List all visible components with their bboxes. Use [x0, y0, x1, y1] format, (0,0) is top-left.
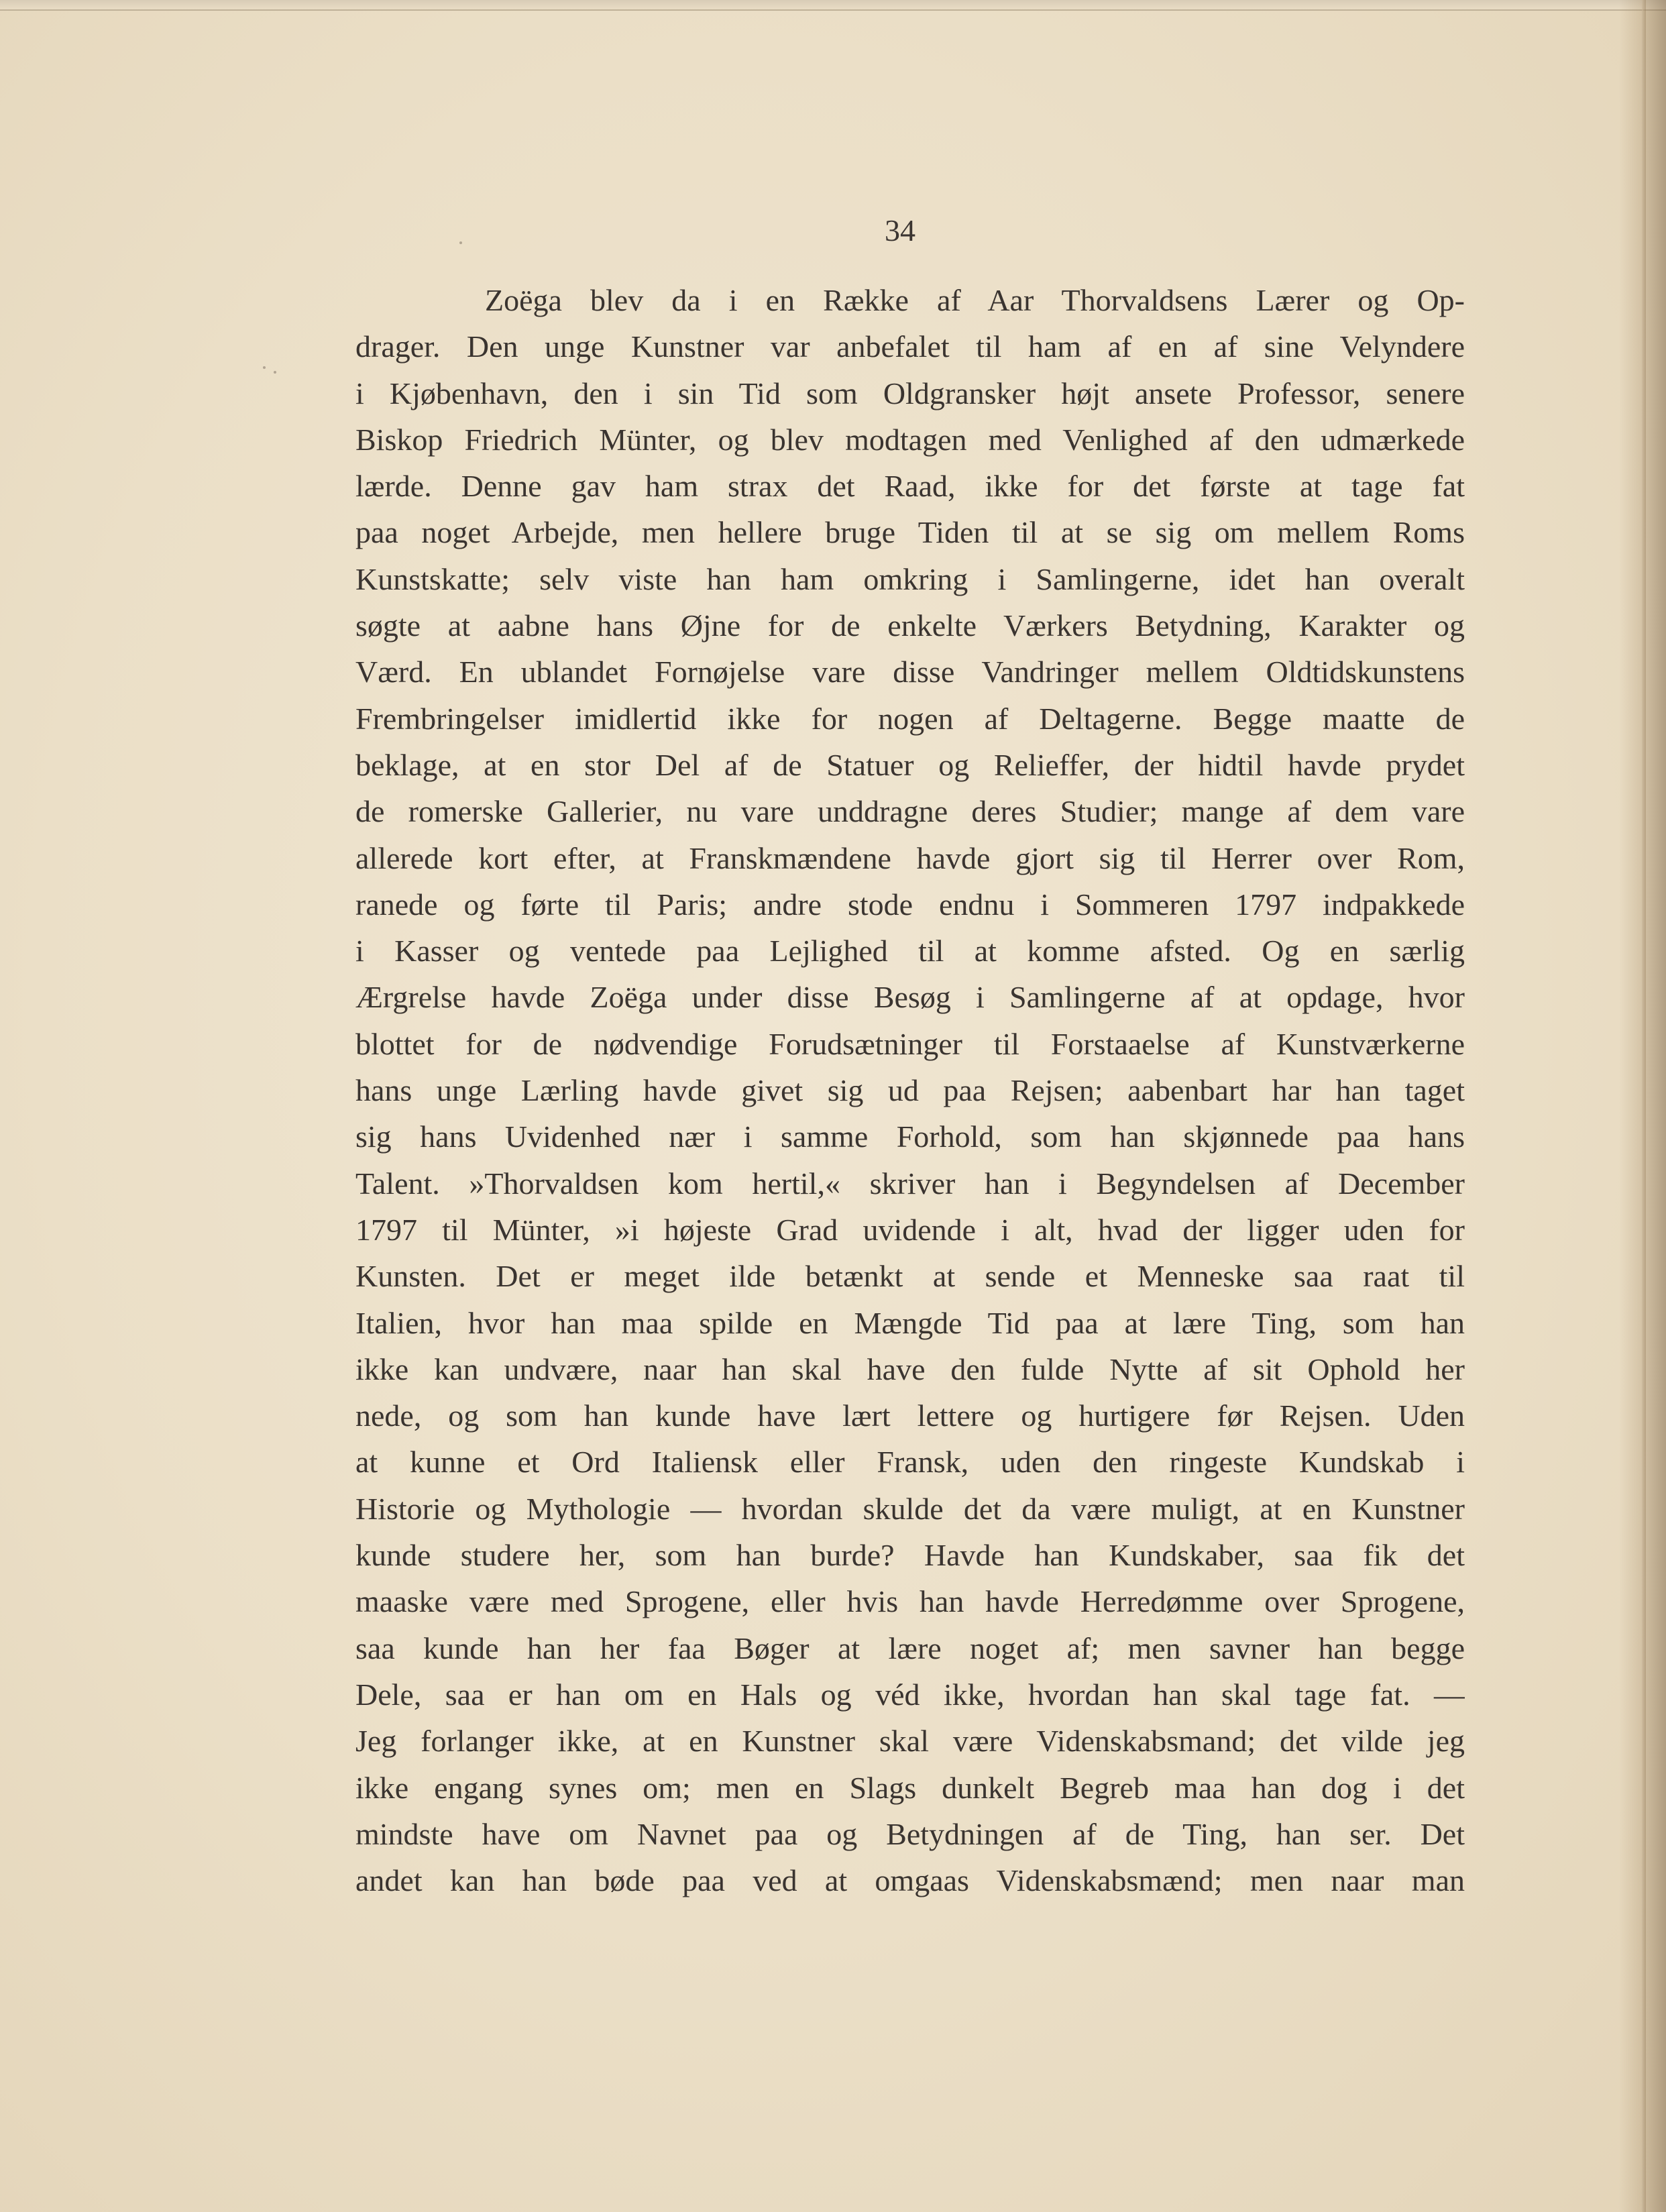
right-page-edge-shadow [1619, 0, 1666, 2212]
text-line: drager. Den unge Kunstner var anbefalet til ham af en af sine Velyndere [355, 329, 1465, 364]
paper-speck [274, 371, 276, 374]
text-line: kunde studere her, som han burde? Havde han Kundskaber, saa fik det [355, 1538, 1465, 1573]
text-line: ikke engang synes om; men en Slags dunkelt Begreb maa han dog i det [355, 1770, 1465, 1805]
text-line: hans unge Lærling havde givet sig ud paa Rejsen; aabenbart har han taget [355, 1073, 1465, 1108]
text-line: paa noget Arbejde, men hellere bruge Tiden til at se sig om mellem Roms [355, 515, 1465, 550]
text-line: beklage, at en stor Del af de Statuer og Relieffer, der hidtil havde prydet [355, 747, 1465, 782]
text-line: i Kjøbenhavn, den i sin Tid som Oldgransker højt ansete Professor, senere [355, 376, 1465, 410]
text-line: andet kan han bøde paa ved at omgaas Videnskabsmænd; men naar man [355, 1863, 1465, 1898]
text-line: Jeg forlanger ikke, at en Kunstner skal være Videnskabsmand; det vilde jeg [355, 1724, 1465, 1759]
text-line: blottet for de nødvendige Forudsætninger til Forstaaelse af Kunstværkerne [355, 1026, 1465, 1061]
text-line: saa kunde han her faa Bøger at lære noget af; men savner han begge [355, 1630, 1465, 1665]
paper-speck [459, 241, 462, 244]
text-line: Biskop Friedrich Münter, og blev modtagen med Venlighed af den udmærkede [355, 422, 1465, 457]
text-line: ranede og førte til Paris; andre stode endnu i Sommeren 1797 indpakkede [355, 887, 1465, 922]
text-line: Kunstskatte; selv viste han ham omkring i Samlingerne, idet han overalt [355, 561, 1465, 596]
text-line: Ærgrelse havde Zoëga under disse Besøg i Samlingerne af at opdage, hvor [355, 980, 1465, 1015]
text-line: de romerske Gallerier, nu vare unddragne deres Studier; mange af dem vare [355, 794, 1465, 829]
page-number: 34 [885, 213, 915, 247]
text-line: maaske være med Sprogene, eller hvis han havde Herredømme over Sprogene, [355, 1584, 1465, 1619]
text-line: Frembringelser imidlertid ikke for nogen af Deltagerne. Begge maatte de [355, 701, 1465, 736]
body-text [355, 277, 1465, 1903]
text-line: Historie og Mythologie — hvordan skulde det da være muligt, at en Kunstner [355, 1491, 1465, 1526]
text-line: mindste have om Navnet paa og Betydningen af de Ting, han ser. Det [355, 1816, 1465, 1851]
text-line: 1797 til Münter, »i højeste Grad uvidende i alt, hvad der ligger uden for [355, 1212, 1465, 1247]
text-line: Italien, hvor han maa spilde en Mængde Tid paa at lære Ting, som han [355, 1305, 1465, 1340]
text-line: at kunne et Ord Italiensk eller Fransk, uden den ringeste Kundskab i [355, 1445, 1465, 1480]
text-line: allerede kort efter, at Franskmændene havde gjort sig til Herrer over Rom, [355, 840, 1465, 875]
text-line: sig hans Uvidenhed nær i samme Forhold, som han skjønnede paa hans [355, 1119, 1465, 1154]
text-line: Værd. En ublandet Fornøjelse vare disse Vandringer mellem Oldtidskunstens [355, 655, 1465, 689]
paper-speck [263, 366, 266, 369]
text-line: Zoëga blev da i en Række af Aar Thorvaldsens Lærer og Op- [485, 283, 1465, 317]
text-line: Kunsten. Det er meget ilde betænkt at sende et Menneske saa raat til [355, 1259, 1465, 1294]
text-line: ikke kan undvære, naar han skal have den fulde Nytte af sit Ophold her [355, 1351, 1465, 1386]
text-line: søgte at aabne hans Øjne for de enkelte Værkers Betydning, Karakter og [355, 608, 1465, 643]
text-line: Dele, saa er han om en Hals og véd ikke, hvordan han skal tage fat. — [355, 1677, 1465, 1712]
text-line: i Kasser og ventede paa Lejlighed til at komme afsted. Og en særlig [355, 934, 1465, 969]
text-line: nede, og som han kunde have lært lettere og hurtigere før Rejsen. Uden [355, 1398, 1465, 1433]
text-line: lærde. Denne gav ham strax det Raad, ikke for det første at tage fat [355, 469, 1465, 504]
text-line: Talent. »Thorvaldsen kom hertil,« skriver han i Begyndelsen af December [355, 1166, 1465, 1201]
top-page-edge [0, 0, 1666, 11]
